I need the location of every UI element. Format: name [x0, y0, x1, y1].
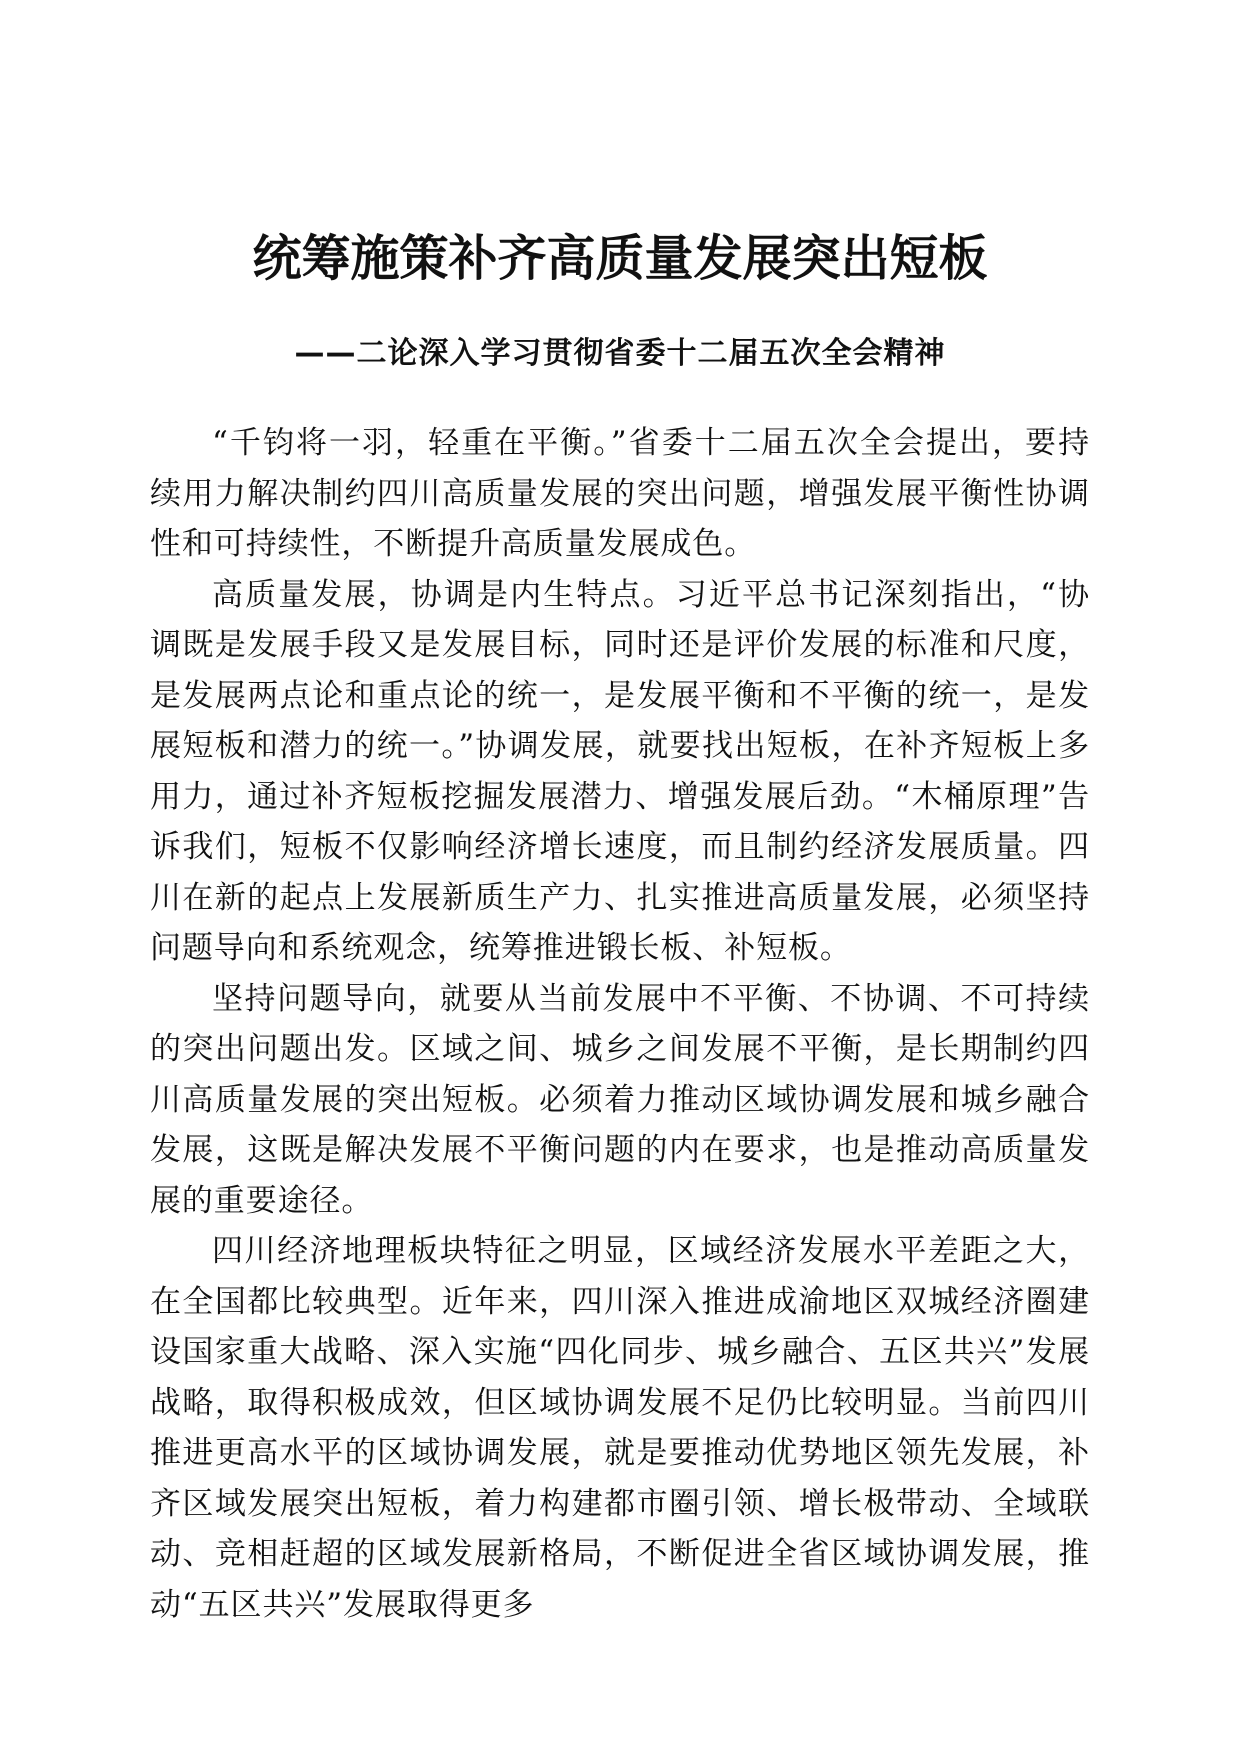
paragraph: 四川经济地理板块特征之明显，区域经济发展水平差距之大，在全国都比较典型。近年来，四川深入推进成渝地区双城经济圈建设国家重大战略、深入实施“四化同步、城乡融合、五区共兴”发展战略，取得积极成效，但区域协调发展不足仍比较明显。当前四川推进更高水平的区域协调发展，就是要推动优势地区领先发展，补齐区域发展突出短板，着力构建都市圈引领、增长极带动、全域联动、竞相赶超的区域发展新格局，不断促进全省区域协调发展，推动“五区共兴”发展取得更多 — [150, 1233, 1090, 1623]
paragraph: “千钧将一羽，轻重在平衡。”省委十二届五次全会提出，要持续用力解决制约四川高质量发展的突出问题，增强发展平衡性协调性和可持续性，不断提升高质量发展成色。 — [150, 425, 1090, 562]
article-subtitle: ——二论深入学习贯彻省委十二届五次全会精神 — [294, 336, 946, 371]
paragraph: 高质量发展，协调是内生特点。习近平总书记深刻指出，“协调既是发展手段又是发展目标，同时还是评价发展的标准和尺度，是发展两点论和重点论的统一，是发展平衡和不平衡的统一，是发展短板和潜力的统一。”协调发展，就要找出短板，在补齐短板上多用力，通过补齐短板挖掘发展潜力、增强发展后劲。“木桶原理”告诉我们，短板不仅影响经济增长速度，而且制约经济发展质量。四川在新的起点上发展新质生产力、扎实推进高质量发展，必须坚持问题导向和系统观念，统筹推进锻长板、补短板。 — [150, 576, 1090, 966]
article-body — [150, 418, 1090, 1630]
article-title: 统筹施策补齐高质量发展突出短板 — [252, 229, 988, 287]
paragraph: 坚持问题导向，就要从当前发展中不平衡、不协调、不可持续的突出问题出发。区域之间、城乡之间发展不平衡，是长期制约四川高质量发展的突出短板。必须着力推动区域协调发展和城乡融合发展，这既是解决发展不平衡问题的内在要求，也是推动高质量发展的重要途径。 — [150, 980, 1090, 1219]
